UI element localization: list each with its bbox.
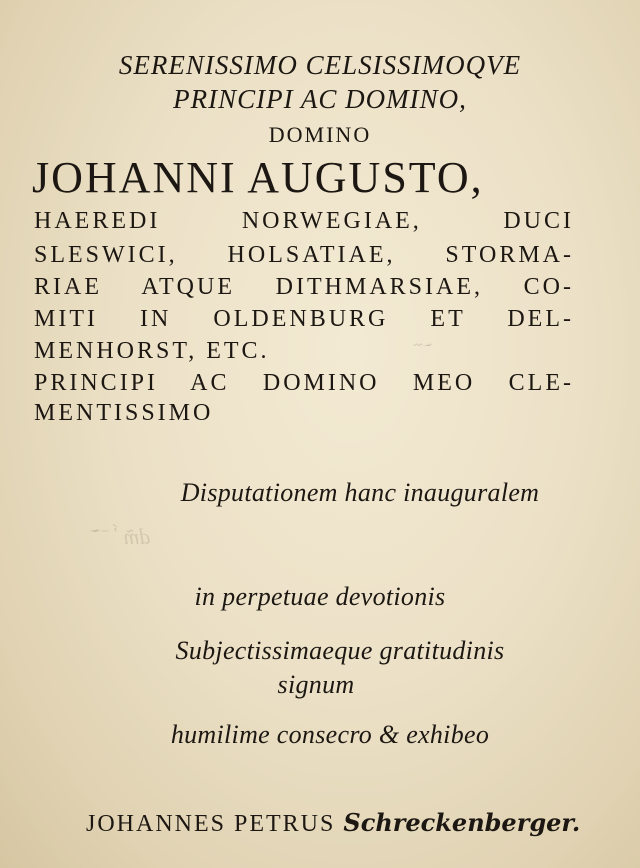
domino-heading: DOMINO xyxy=(268,122,372,147)
body-line: signum xyxy=(277,670,355,699)
body-line: Disputationem hanc inauguralem xyxy=(180,478,540,507)
dedication-line-2: PRINCIPI AC DOMINO, xyxy=(173,84,467,114)
signature-surname: Schreckenberger. xyxy=(343,808,581,837)
dedication-line-1: SERENISSIMO CELSISSIMOQVE xyxy=(118,50,522,80)
body-line: humilime consecro & exhibeo xyxy=(170,720,490,749)
title-line: SLESWICI, HOLSATIAE, STORMA- xyxy=(34,242,574,268)
title-line: HAEREDI NORWEGIAE, DUCI xyxy=(34,208,574,234)
show-through-text: ̃ ̄ ̃ ̃ xyxy=(420,340,434,360)
body-line: in perpetuae devotionis xyxy=(194,582,446,611)
title-line: MITI IN OLDENBURG ET DEL- xyxy=(34,306,574,332)
title-line: MENHORST, ETC. xyxy=(34,338,270,364)
show-through-text: dm̃ ̓ ́ ̄ ̃ ̄ xyxy=(96,524,151,549)
body-line: Subjectissimaeque gratitudinis xyxy=(175,636,505,665)
closing-line: MENTISSIMO xyxy=(34,400,214,426)
signature xyxy=(86,808,581,838)
signature-given-name: JOHANNES PETRUS xyxy=(86,811,336,837)
title-line: RIAE ATQUE DITHMARSIAE, CO- xyxy=(34,274,574,300)
closing-line: PRINCIPI AC DOMINO MEO CLE- xyxy=(34,370,574,396)
dedicatee-name: JOHANNI AUGUSTO, xyxy=(32,153,484,202)
